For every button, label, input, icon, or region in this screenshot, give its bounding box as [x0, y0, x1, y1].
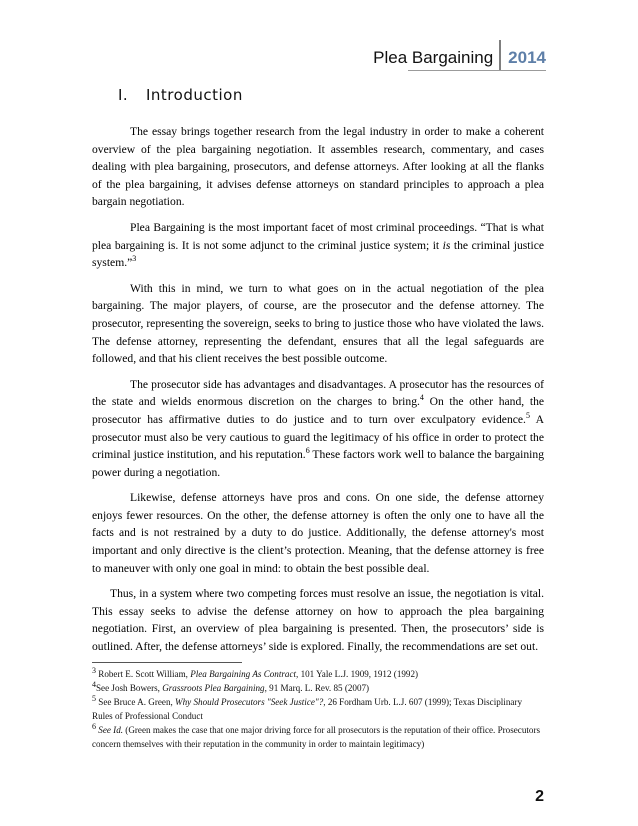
footnote-text: (Green makes the case that one major driving force for all prosecutors is the reputation of their office. Prosecutors concern themselves with their reputation in the community in order to maintain legitimacy) [92, 725, 541, 749]
paragraph-4 [92, 376, 544, 482]
paragraph-2-text-b: the criminal justice system.” [92, 238, 545, 270]
paragraph-5: Likewise, defense attorneys have pros and cons. On one side, the defense attorney enjoys fewer resources. On the other, the defense attorney is often the only one to have all the facts and is not restrained by a duty to do justice. Additionally, the defense attorney's most important and only directive is the client’s protection. Meaning, that the defense attorney is free to maneuver with only one goal in mind: to obtain the best possible deal. [92, 491, 544, 575]
paragraph-4-text-b: On the other hand, the prosecutor has affirmative duties to do justice and to turn over exculpatory evidence. [92, 395, 545, 426]
footnote-5 [92, 695, 544, 723]
paragraph-1: The essay brings together research from the legal industry in order to make a coherent overview of the plea bargaining negotiation. It assembles research, commentary, and cases dealing with plea bargaining, prosecutors, and defense attorneys. After looking at all the flanks of the plea bargaining, it advises defense attorneys on standard principles to approach a plea bargain negotiation. [92, 125, 544, 209]
paragraph-2-emphasis: is [442, 238, 451, 252]
footnote-4 [92, 681, 544, 695]
paragraph-4-text-a: The prosecutor side has advantages and disadvantages. A prosecutor has the resources of the state and wields enormous discretion on the charges to bring. [92, 377, 544, 409]
footnote-citation-title: Grassroots Plea Bargaining [162, 683, 265, 693]
footnote-text: , 26 Fordham Urb. L.J. 607 (1999); Texas Disciplinary Rules of Professional Conduct [92, 697, 522, 721]
footnote-ref-6[interactable]: 6 [305, 446, 310, 456]
header-title: Plea Bargaining [373, 48, 494, 67]
footnote-ref-4[interactable]: 4 [419, 393, 424, 403]
footnote-3 [92, 667, 544, 681]
paragraph-4-text-d: These factors work well to balance the bargaining power during a negotiation. [92, 448, 544, 479]
paragraph-6: Thus, in a system where two competing forces must resolve an issue, the negotiation is vital. This essay seeks to advise the defense attorney on how to approach the plea bargaining negotiation. First, an overview of plea bargaining is presented. Then, the prosecutors’ side is outlined. After, the defense attorneys’ side is explored. Finally, the recommendations are set out. [92, 587, 544, 654]
section-title: Introduction [146, 86, 243, 104]
footnote-citation-title: Why Should Prosecutors "Seek Justice"? [175, 697, 324, 707]
footnote-number: 6 [92, 721, 96, 731]
footnote-number: 4 [92, 679, 96, 689]
header-rule [408, 70, 546, 71]
section-number: I. [118, 86, 129, 104]
page-number: 2 [535, 788, 544, 805]
footnote-number: 3 [92, 665, 96, 675]
body-text [92, 123, 544, 664]
running-header [373, 40, 546, 70]
footnote-text: Robert E. Scott William, [96, 669, 191, 679]
footnote-ref-3[interactable]: 3 [132, 254, 137, 264]
footnote-ref-5[interactable]: 5 [525, 411, 530, 421]
footnote-text: See Josh Bowers, [96, 683, 163, 693]
section-heading [118, 86, 243, 104]
footnotes [92, 667, 544, 751]
paragraph-3: With this in mind, we turn to what goes on in the actual negotiation of the plea bargaining. The major players, of course, are the prosecutor and the defense attorney. The prosecutor, representing the sovereign, seeks to bring to justice those who have violated the laws. The defense attorney, representing the defendant, ensures that all the legal safeguards are followed, and that his client receives the best possible outcome. [92, 281, 544, 366]
footnote-number: 5 [92, 693, 96, 703]
footnote-citation-title: Plea Bargaining As Contract [190, 669, 297, 679]
footnote-citation-title: See Id. [98, 725, 124, 735]
footnote-separator [92, 662, 242, 663]
footnote-text: , 101 Yale L.J. 1909, 1912 (1992) [296, 669, 419, 679]
paragraph-2-text-a: Plea Bargaining is the most important facet of most criminal proceedings. “That is what plea bargaining is. It is not some adjunct to the criminal justice system; it [92, 220, 544, 252]
paragraph-2 [92, 219, 544, 272]
paragraph-4-text-c: A prosecutor must also be very cautious to guard the legitimacy of his office in order to protect the criminal justice institution, and his reputation. [92, 412, 544, 462]
header-year: 2014 [508, 48, 546, 67]
footnote-6 [92, 723, 544, 751]
footnote-text: See Bruce A. Green, [96, 697, 176, 707]
footnote-text: , 91 Marq. L. Rev. 85 (2007) [264, 683, 370, 693]
